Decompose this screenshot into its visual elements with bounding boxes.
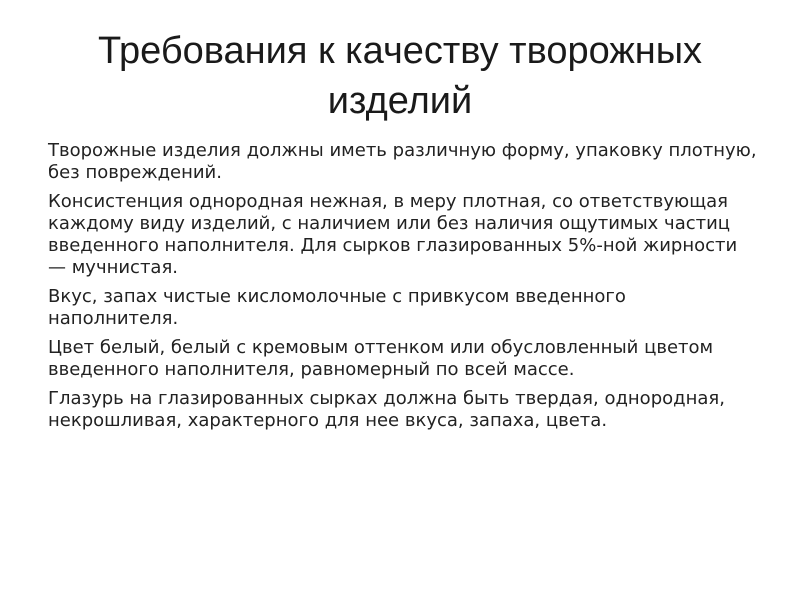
- slide-body: [48, 140, 760, 439]
- paragraph-glaze: Глазурь на глазированных сырках должна быть твердая, однородная, некрошливая, характерного для нее вкуса, запаха, цвета.: [48, 388, 725, 431]
- paragraph-consistency: Консистенция однородная нежная, в меру плотная, со ответствующая каждому виду изделий, с наличием или без наличия ощутимых частиц введенного наполнителя. Для сырков глазированных 5%-ной жирности — мучнистая.: [48, 191, 738, 278]
- paragraph-taste-smell: Вкус, запах чистые кисломолочные с привкусом введенного наполнителя.: [48, 286, 626, 329]
- slide-title: Требования к качеству творожных изделий: [97, 30, 703, 122]
- paragraph-color: Цвет белый, белый с кремовым оттенком или обусловленный цветом введенного наполнителя, равномерный по всей массе.: [48, 337, 714, 380]
- paragraph-form-packaging: Творожные изделия должны иметь различную форму, упаковку плотную, без повреждений.: [48, 140, 757, 183]
